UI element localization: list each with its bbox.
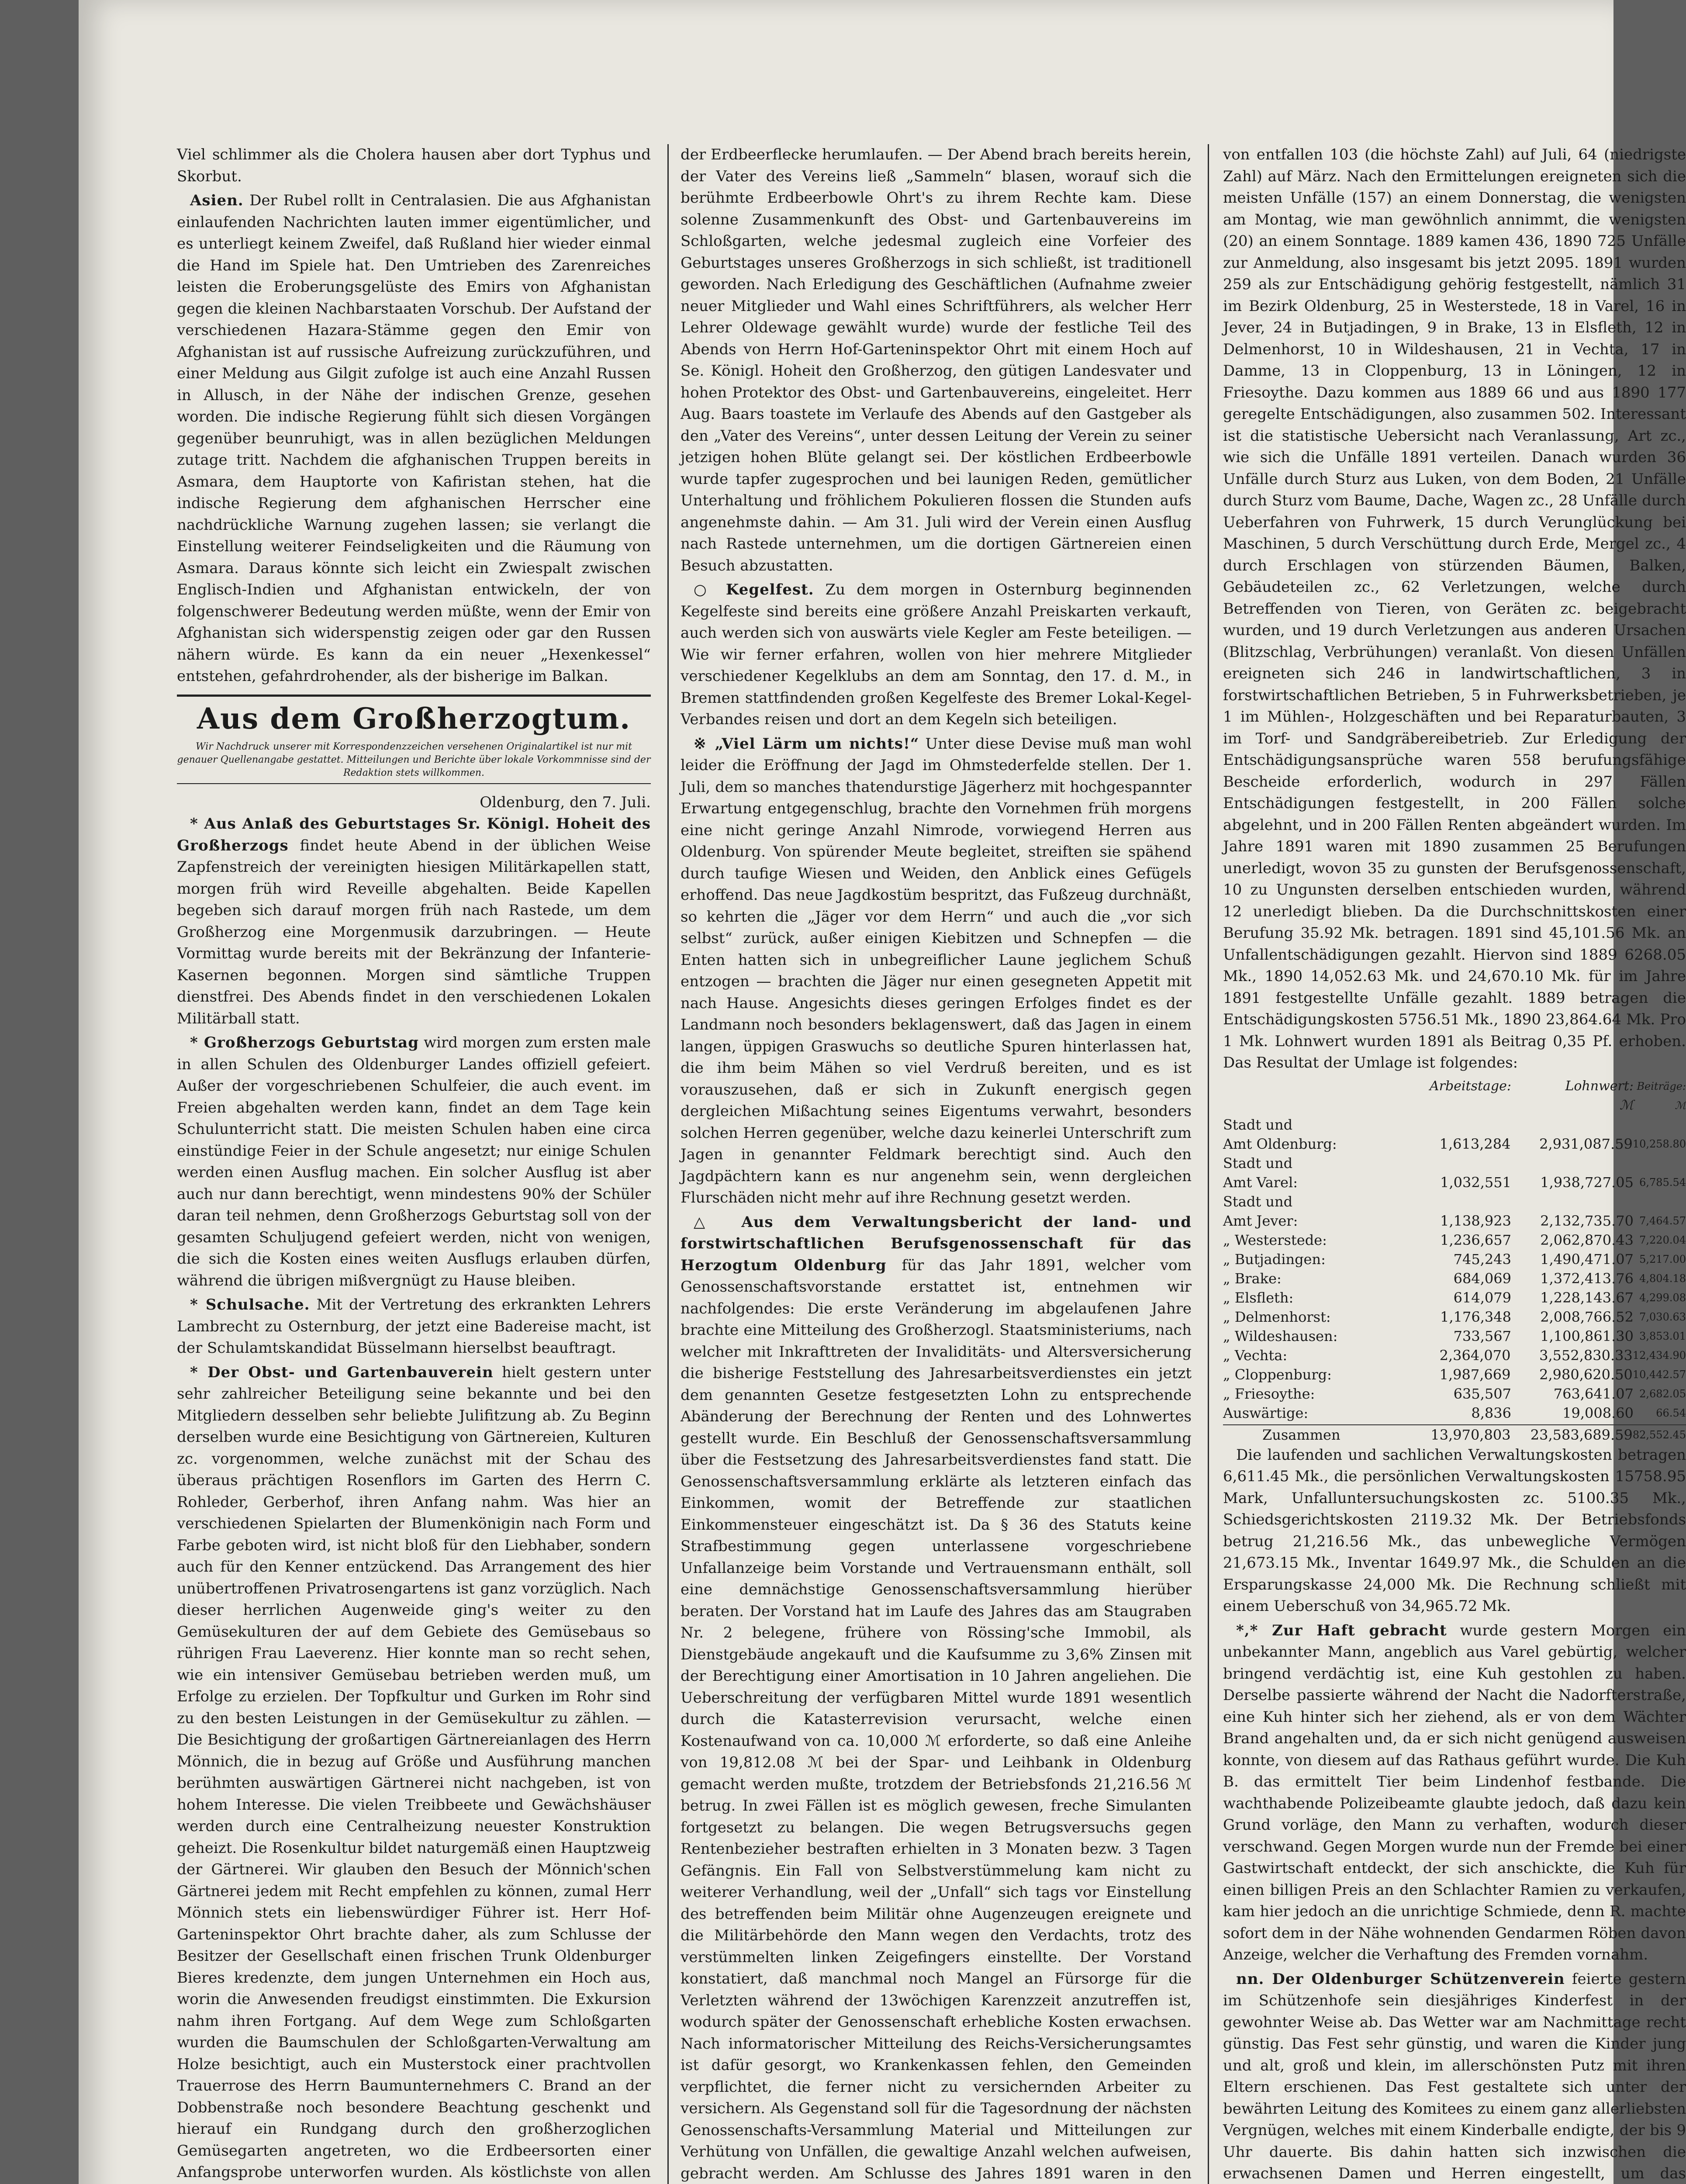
- table-cell: [1511, 1115, 1634, 1134]
- table-header-cell: [1223, 1077, 1406, 1096]
- table-cell: 12,434.90: [1632, 1349, 1686, 1362]
- table-row: [1223, 1173, 1686, 1192]
- table-row: [1223, 1403, 1686, 1423]
- table-header-cell: ℳ: [1619, 1097, 1634, 1113]
- table-row: [1223, 1134, 1686, 1154]
- table-cell: [1634, 1192, 1686, 1211]
- table-cell: [1634, 1115, 1686, 1134]
- table-cell: „ Westerstede:: [1223, 1231, 1327, 1248]
- table-cell: 4,299.08: [1639, 1291, 1686, 1304]
- article-heading: *‚* Zur Haft gebracht: [1236, 1621, 1447, 1639]
- article-heading: △ Aus dem Verwaltungsbericht der land- und forstwirtschaftlichen Berufsgenossenschaft für das Herzogtum Oldenburg: [681, 1213, 1192, 1274]
- table-cell: Zusammen: [1262, 1426, 1341, 1443]
- table-header-cell: [1223, 1096, 1406, 1115]
- table-row: [1223, 1346, 1686, 1365]
- table-row: [1223, 1384, 1686, 1403]
- column-2: [681, 144, 1192, 2184]
- article-text: für das Jahr 1891, welcher vom Genossenschaftsvorstande erstattet ist, entnehmen wir nachfolgendes: Die erste Veränderung im abgelaufenen Jahre brachte eine Mitteilung des Großherzogl. Staatsministeriums, nach welcher mit Inkrafttreten der Invaliditäts- und Altersversicherung die bisherige Feststellung des Jahresarbeitsverdienstes ein jetzt dem genannten Gesetze festgesetzten Lohn zu entsprechende Abänderung der Berechnung der Renten und des Lohnwertes gestellt wurde. Ein Beschluß der Genossenschaftsversammlung über die Festsetzung des Jahresarbeitsverdienstes fand statt. Die Genossenschaftsversammlung erklärte als letzteren einfach das Einkommen, womit der Betreffende zur staatlichen Einkommensteuer eingeschätzt ist. Da § 36 des Statuts keine Strafbestimmung gegen unterlassene vorgeschriebene Unfallanzeige beim Vorstande und Vertrauensmann enthält, soll eine demnächstige Genossenschaftsversammlung hierüber beraten. Der Vorstand hat im Laufe des Jahres das am Staugraben Nr. 2 belegene, frühere von Rössing'sche Immobil, als Dienstgebäude angekauft und die Kaufsumme zu 3,6% Zinsen mit der Berechtigung einer Amortisation in 10 Jahren angeliehen. Die Ueberschreitung der verfügbaren Mittel wurde 1891 wesentlich durch die Katasterrevision verursacht, welche einen Kostenaufwand von ca. 10,000 ℳ erforderte, so daß eine Anleihe von 19,812.08 ℳ bei der Spar- und Leihbank in Oldenburg gemacht werden mußte, trotzdem der Betriebsfonds 21,216.56 ℳ betrug. In zwei Fällen ist es möglich gewesen, freche Simulanten fortgesetzt zu belangen. Die wegen Betrugsversuchs gegen Rentenbezieher bestraften erhielten in 3 Monaten bezw. 3 Tagen Gefängnis. Ein Fall von Selbstverstümmelung kam nicht zu weiterer Verhandlung, weil der „Unfall“ sich tags vor Einstellung des betreffenden beim Militär ohne Augenzeugen ereignete und die Militärbehörde den Mann wegen den Verdachts, trotz des verstümmelten linken Zeigefingers einstellte. Der Vorstand konstatiert, daß manchmal noch Mangel an Fürsorge für die Verletzten während der 13wöchigen Karenzzeit anzutreffen ist, wodurch später der Genossenschaft erhebliche Kosten erwachsen. Nach informatorischer Mitteilung des Reichs-Versicherungsamtes ist dafür gesorgt, wo Krankenkassen fehlen, den Gemeinden verpflichtet, die ferner nicht zu versichernden Arbeiter zu versichern. Als Gegenstand soll für die Tagesordnung der nächsten Genossenschafts-Versammlung Material und Mitteilungen zur Verhütung von Unfällen, die gewaltige Anzahl welchen aufweisen, gebracht werden. Am Schlusse des Jahres 1891 waren in den: [681, 1256, 1192, 2182]
- table-cell: 635,507: [1453, 1385, 1511, 1402]
- article-text: Zu dem morgen in Osternburg beginnenden Kegelfeste sind bereits eine größere Anzahl Preiskarten verkauft, auch werden sich von auswärts viele Kegler am Feste beteiligen. — Wie wir ferner erfahren, wollen von hier mehrere Mitglieder verschiedener Kegelklubs an dem am Sonntag, den 17. d. M., in Bremen stattfindenden großen Kegelfeste des Bremer Lokal-Kegel-Verbandes reisen und dort an dem Kegeln sich beteiligen.: [681, 581, 1192, 728]
- table-row: [1223, 1365, 1686, 1384]
- table-cell: 8,836: [1471, 1404, 1511, 1421]
- article-heading: Asien.: [190, 192, 244, 209]
- table-cell: Auswärtige:: [1223, 1404, 1309, 1421]
- table-row: [1223, 1250, 1686, 1269]
- table-cell: 1,032,551: [1440, 1174, 1511, 1191]
- table-row: [1223, 1307, 1686, 1327]
- article-obstbauverein: [177, 1362, 651, 2184]
- article-heading: * Schulsache.: [190, 1296, 310, 1313]
- table-cell: 3,853.01: [1639, 1330, 1686, 1342]
- table-cell: 2,008,766.52: [1540, 1308, 1634, 1325]
- dateline: Oldenburg, den 7. Juli.: [480, 793, 651, 811]
- table-cell: 7,464.57: [1639, 1214, 1686, 1227]
- article-haft: [1223, 1620, 1686, 1966]
- table-cell: [1406, 1115, 1511, 1134]
- table-cell: [1511, 1154, 1634, 1173]
- table-cell: 82,552.45: [1632, 1428, 1686, 1441]
- paragraph: von entfallen 103 (die höchste Zahl) auf Juli, 64 (niedrigste Zahl) auf März. Nach den Ermittelungen ereigneten sich die meisten Unfälle (157) an einem Donnerstag, die wenigsten am Montag, wie man gewöhnlich annimmt, die wenigsten (20) an einem Sonntage. 1889 kamen 436, 1890 725 Unfälle zur Anmeldung, also insgesamt bis jetzt 2095. 1891 wurden 259 als zur Entschädigung gehörig festgestellt, nämlich 31 im Bezirk Oldenburg, 25 in Westerstede, 18 in Varel, 16 in Jever, 24 in Butjadingen, 9 in Brake, 13 in Elsfleth, 12 in Delmenhorst, 10 in Wildeshausen, 21 in Vechta, 17 in Damme, 13 in Cloppenburg, 13 in Löningen, 12 in Friesoythe. Dazu kommen aus 1889 66 und aus 1890 177 geregelte Entschädigungen, also zusammen 502. Interessant ist die statistische Uebersicht nach Veranlassung, Art zc., wie sich die Unfälle 1891 verteilen. Danach wurden 36 Unfälle durch Sturz aus Luken, von dem Boden, 21 Unfälle durch Sturz vom Baume, Dache, Wagen zc., 28 Unfälle durch Ueberfahren von Fuhrwerk, 15 durch Verunglückung bei Maschinen, 5 durch Verschüttung durch Erde, Mergel zc., 4 durch Erschlagen von stürzenden Bäumen, Balken, Gebäudeteilen zc., 62 Verletzungen, welche durch Betreffenden von Tieren, von Geräten zc. beigebracht wurden, und 19 durch Verletzungen aus anderen Ursachen (Blitzschlag, Verbrühungen) veranlaßt. Von diesen Unfällen ereigneten sich 246 in landwirtschaftlichen, 3 in forstwirtschaftlichen Betrieben, 5 in Fuhrwerksbetrieben, je 1 im Mühlen-, Holzgeschäften und bei Reparaturbauten, 3 im Torf- und Sandgräbereibetrieb. Zur Erledigung der Entschädigungsansprüche waren 558 berufungsfähige Bescheide erforderlich, wodurch in 297 Fällen Entschädigungen festgestellt, in 200 Fällen solche abgelehnt, und in 200 Fällen Renten abgeändert wurden. Im Jahre 1891 waren mit 1890 zusammen 25 Berufungen unerledigt, wovon 35 zu gunsten der Berufsgenossenschaft, 10 zu Ungunsten derselben entschieden wurden, während 12 unerledigt blieben. Da die Durchschnittskosten einer Berufung 35.92 Mk. betragen. 1891 sind 45,101.56 Mk. an Unfallentschädigungen gezahlt. Hiervon sind 1889 6268.05 Mk., 1890 14,052.63 Mk. und 24,670.10 Mk. für im Jahre 1891 festgestellte Unfälle gezahlt. 1889 betragen die Entschädigungskosten 5756.51 Mk., 1890 23,864.64 Mk. Pro 1 Mk. Lohnwert wurden 1891 als Beitrag 0,35 Pf. erhoben. Das Resultat der Umlage ist folgendes:: [1223, 146, 1686, 1071]
- table-cell: Amt Varel:: [1223, 1174, 1298, 1191]
- table-row: [1223, 1269, 1686, 1288]
- table-cell: 7,220.04: [1639, 1234, 1686, 1246]
- table-cell: 5,217.00: [1639, 1253, 1686, 1265]
- table-body: [1223, 1115, 1686, 1423]
- table-header-cell: [1406, 1096, 1511, 1115]
- article-text: feierte gestern im Schützenhofe sein diesjähriges Kinderfest in der gewohnter Weise ab. Das Wetter war am Nachmittage recht günstig. Das Fest sehr günstig, und waren die Kinder jung und alt, groß und klein, im allerschönsten Putz mit ihren Eltern erschienen. Das Fest gestaltete sich unter der bewährten Leitung des Komitees zu einem ganz allerliebsten Vergnügen, welches mit einem Kinderballe endigte, der bis 9 Uhr dauerte. Bis dahin hatten sich inzwischen die erwachsenen Damen und Herren eingestellt, um das: [1223, 1970, 1686, 2182]
- table-cell: [1634, 1154, 1686, 1173]
- statistics-table: [1223, 1077, 1686, 1444]
- paragraph: der Erdbeerflecke herumlaufen. — Der Abend brach bereits herein, der Vater des Vereins ließ „Sammeln“ blasen, worauf sich die berühmte Erdbeerbowle Ohrt's zu ihrem Rechte kam. Diese solenne Zusammenkunft des Obst- und Gartenbauvereins im Schloßgarten, welche jedesmal zugleich eine Vorfeier des Geburtstages unseres Großherzogs in sich schließt, ist traditionell geworden. Nach Erledigung des Geschäftlichen (Aufnahme zweier neuer Mitglieder und Wahl eines Schriftführers, als welcher Herr Lehrer Oldewage gewählt wurde) wurde der festliche Teil des Abends von Herrn Hof-Garteninspektor Ohrt mit einem Hoch auf Se. Königl. Hoheit den Großherzog, den gütigen Landesvater und hohen Protektor des Obst- und Gartenbauvereins, eingeleitet. Herr Aug. Baars toastete im Verlaufe des Abends auf den Gastgeber als den „Vater des Vereins“, unter dessen Leitung der Verein zu seiner jetzigen hohen Blüte gelangt sei. Der köstlichen Erdbeerbowle wurde tapfer zugesprochen und bei launigen Reden, gemütlicher Unterhaltung und fröhlichem Pokulieren flossen die Stunden aufs angenehmste dahin. — Am 31. Juli wird der Verein einen Ausflug nach Rastede unternehmen, um die dortigen Gärtnereien einen Besuch abzustatten.: [681, 146, 1192, 574]
- table-cell: Stadt und: [1223, 1154, 1293, 1171]
- section-title: Aus dem Großherzogtum.: [197, 701, 631, 736]
- table-row: [1223, 1154, 1686, 1173]
- article-text: hielt gestern unter sehr zahlreicher Beteiligung seine bekannte und bei den Mitgliedern desselben sehr beliebte Julifitzung ab. Zu Beginn derselben wurde eine Besichtigung von Gärtnereien, Kulturen zc. vorgenommen, welche zunächst mit der Schau des überaus prächtigen Rosenflors im Garten des Herrn C. Rohleder, Gerberhof, ihren Anfang nahm. Was hier an verschiedenen Spielarten der Blumenkönigin nach Form und Farbe geboten wird, ist nicht bloß für den Liebhaber, sondern auch für den Kenner entzückend. Das Arrangement des hier unübertroffenen Privatrosengartens ist ganz vorzüglich. Nach dieser herrlichen Augenweide ging's weiter zu den Gemüsekulturen der auf dem Gebiete des Gemüsebaus so rührigen Frau Laeverenz. Hier konnte man so recht sehen, wie ein intensiver Gemüsebau betrieben werden muß, um Erfolge zu erzielen. Der Topfkultur und Gurken im Rohr sind zu den besten Leistungen in der Gemüsekultur zu zählen. — Die Besichtigung der großartigen Gärtnereianlagen des Herrn Mönnich, die in bezug auf Größe und Ausführung manchen berühmten auswärtigen Gärtnerei nicht nachgeben, ist von hohem Interesse. Die vielen Treibbeete und Gewächshäuser werden durch eine Centralheizung neuester Konstruktion geheizt. Die Rosenkultur bildet naturgemäß einen Hauptzweig der Gärtnerei. Wir glauben den Besuch der Mönnich'schen Gärtnerei jedem mit Recht empfehlen zu können, zumal Herr Mönnich stets ein liebenswürdiger Führer ist. Herr Hof-Garteninspektor Ohrt brachte daher, als zum Schlusse der Besitzer der Gesellschaft einen frischen Trunk Oldenburger Bieres kredenzte, dem jungen Unternehmen ein Hoch aus, worin die Anwesenden freudigst einstimmten. Die Exkursion nahm ihren Fortgang. Auf dem Wege zum Schloßgarten wurden die Baumschulen der Schloßgarten-Verwaltung am Holze besichtigt, auch ein Musterstock einer prachtvollen Trauerrose des Herrn Baumunternehmers C. Brand an der Dobbenstraße noch besondere Beachtung geschenkt und hierauf ein Rundgang durch den großherzoglichen Gemüsegarten angetreten, wo die Erdbeersorten einer Anfangsprobe unterworfen wurden. Als köstlichste von allen: [177, 1363, 651, 2181]
- table-cell: 684,069: [1453, 1270, 1511, 1287]
- table-cell: 1,100,861.30: [1540, 1327, 1634, 1344]
- article-heading: nn. Der Oldenburger Schützenverein: [1236, 1970, 1565, 1988]
- newspaper-page: [79, 0, 1686, 2184]
- table-cell: 10,442.57: [1632, 1368, 1686, 1381]
- table-total-row: [1223, 1424, 1686, 1444]
- table-cell: 1,938,727.05: [1540, 1174, 1634, 1191]
- table-cell: „ Delmenhorst:: [1223, 1308, 1331, 1325]
- article-asien: [177, 190, 651, 688]
- table-row: [1223, 1192, 1686, 1211]
- table-cell: 745,243: [1453, 1251, 1511, 1268]
- table-cell: 614,079: [1453, 1289, 1511, 1306]
- article-heading: * Aus Anlaß des Geburtstages Sr. Königl. Hoheit des Großherzogs: [177, 815, 651, 854]
- table-cell: „ Wildeshausen:: [1223, 1327, 1338, 1344]
- table-cell: 1,228,143.67: [1540, 1289, 1634, 1306]
- table-cell: 1,236,657: [1440, 1231, 1511, 1248]
- table-cell: „ Friesoythe:: [1223, 1385, 1315, 1402]
- section-rule: [177, 695, 651, 697]
- article-text: findet heute Abend in der üblichen Weise Zapfenstreich der vereinigten hiesigen Militärkapellen statt, morgen früh wird Reveille abgehalten. Beide Kapellen begeben sich darauf morgen früh nach Rastede, um dem Großherzog eine Morgenmusik darzubringen. — Heute Vormittag wurde bereits mit der Bekränzung der Infanterie-Kasernen begonnen. Morgen sind sämtliche Truppen dienstfrei. Des Abends findet in den verschiedenen Lokalen Militärball statt.: [177, 836, 651, 1027]
- table-cell: 1,987,669: [1439, 1366, 1511, 1383]
- table-cell: 2,682.05: [1639, 1387, 1686, 1400]
- table-row: [1223, 1230, 1686, 1250]
- table-row: [1223, 1211, 1686, 1230]
- table-cell: Amt Oldenburg:: [1223, 1135, 1337, 1152]
- table-row: [1223, 1327, 1686, 1346]
- table-cell: Stadt und: [1223, 1116, 1293, 1133]
- table-cell: 3,552,830.33: [1539, 1347, 1633, 1364]
- article-heading: ※ „Viel Lärm um nichts!“: [694, 735, 919, 753]
- table-cell: 4,804.18: [1639, 1272, 1686, 1285]
- table-cell: 2,980,620.50: [1539, 1366, 1633, 1383]
- column-3: [1223, 144, 1686, 2184]
- table-cell: 1,176,348: [1440, 1308, 1511, 1325]
- column-1: [177, 144, 651, 2184]
- table-header-cell: Arbeitstage:: [1429, 1078, 1511, 1094]
- table-cell: Amt Jever:: [1223, 1212, 1298, 1229]
- table-cell: 13,970,803: [1430, 1426, 1511, 1443]
- table-cell: „ Elsfleth:: [1223, 1289, 1294, 1306]
- article-verwaltungsbericht: [681, 1212, 1192, 2184]
- table-cell: „ Vechta:: [1223, 1347, 1288, 1364]
- section-rule: [177, 783, 651, 784]
- table-cell: Stadt und: [1223, 1193, 1293, 1210]
- table-cell: „ Brake:: [1223, 1270, 1282, 1287]
- section-note: Wir Nachdruck unserer mit Korrespondenzzeichen versehenen Originalartikel ist nur mit genauer Quellenangabe gestattet. Mitteilungen und Berichte über lokale Vorkommnisse sind der Redaktion stets willkommen.: [177, 741, 651, 778]
- table-cell: [1406, 1154, 1511, 1173]
- table-cell: 1,490,471.07: [1540, 1251, 1634, 1268]
- table-cell: 1,613,284: [1439, 1135, 1511, 1152]
- column-divider: [1208, 144, 1209, 2184]
- article-schulsache: [177, 1294, 651, 1359]
- table-unit-row: [1223, 1096, 1686, 1115]
- article-viel-laerm: [681, 733, 1192, 1209]
- table-cell: 7,030.63: [1639, 1310, 1686, 1323]
- table-header-cell: ℳ: [1675, 1099, 1686, 1112]
- paragraph: Viel schlimmer als die Cholera hausen aber dort Typhus und Skorbut.: [177, 146, 651, 185]
- article-kegelfest: [681, 579, 1192, 731]
- paragraph: Die laufenden und sachlichen Verwaltungskosten betragen 6,611.45 Mk., die persönlichen Verwaltungskosten 15758.95 Mark, Unfalluntersuchungskosten zc. 5100.35 Mk., Schiedsgerichtskosten 2119.32 Mk. Der Betriebsfonds betrug 21,216.56 Mk., das unbewegliche Vermögen 21,673.15 Mk., Inventar 1649.97 Mk., die Schulden an die Ersparungskasse 24,000 Mk. Die Rechnung schließt mit einem Ueberschuß von 34,965.72 Mk.: [1223, 1446, 1686, 1615]
- table-cell: 1,372,413.76: [1540, 1270, 1634, 1287]
- table-header-cell: Beiträge:: [1637, 1080, 1686, 1092]
- table-row: [1223, 1115, 1686, 1134]
- article-text: Unter diese Devise muß man wohl leider die Eröffnung der Jagd im Ohmstederfelde stellen. Der 1. Juli, dem so manches thatendurstige Jägerherz mit hochgespannter Erwartung entgegenschlug, brachte den Vornehmen früh morgens eine nicht geringe Anzahl Nimrode, vorwiegend Herren aus Oldenburg. Von spürender Meute begleitet, streiften sie spähend durch taufige Wiesen und Weiden, den Anblick eines Gefügels erhoffend. Das neue Jagdkostüm bespritzt, das Fußzeug durchnäßt, so kehrten die „Jäger vor dem Herrn“ und auch die „vor sich selbst“ zurück, außer einigen Kiebitzen und Schnepfen — die Enten hatten sich in unbegreiflicher Laune jeglichem Schuß entzogen — brachten die Jäger nur einen gesegneten Appetit mit nach Hause. Angesichts dieses geringen Erfolges findet es der Landmann noch besonders beklagenswert, daß das Jagen in einem langen, üppigen Graswuchs so deutliche Spuren hinterlassen hat, die ihm beim Mähen so viel Verdruß bereiten, und es ist vorauszusehen, daß er sich in Zukunft energisch gegen dergleichen Mißachtung seines Eigentums verwahrt, besonders solchen Herren gegenüber, welche dazu keinerlei Unterschrift zum Jagen in genannter Feldmark berechtigt sind. Auch den Jagdpächtern kann es nur angenehm sein, wenn dergleichen Flurschäden nicht mehr auf ihre Rechnung gesetzt werden.: [681, 735, 1192, 1206]
- table-header-cell: Lohnwert:: [1565, 1078, 1634, 1094]
- table-header: [1223, 1077, 1686, 1096]
- article-grossherzogs-geburtstag: [177, 1032, 651, 1292]
- article-geburtstag: [177, 813, 651, 1030]
- table-cell: 10,258.80: [1632, 1137, 1686, 1150]
- article-text: Der Rubel rollt in Centralasien. Die aus Afghanistan einlaufenden Nachrichten lauten immer eigentümlicher, und es unterliegt keinem Zweifel, daß Rußland hier wieder einmal die Hand im Spiele hat. Den Umtrieben des Zarenreiches leisten die Eroberungsgelüste des Emirs von Afghanistan gegen die kleinen Nachbarstaaten Vorschub. Der Aufstand der verschiedenen Hazara-Stämme gegen den Emir von Afghanistan ist auf russische Aufreizung zurückzuführen, und einer Meldung aus Gilgit zufolge ist auch eine Anzahl Russen in Allusch, in der Nähe der indischen Grenze, gesehen worden. Die indische Regierung fühlt sich diesen Vorgängen gegenüber beunruhigt, was in allen bezüglichen Meldungen zutage tritt. Nachdem die afghanischen Truppen bereits in Asmara, dem Hauptorte von Kafiristan stehen, hat die indische Regierung dem afghanischen Herrscher eine nachdrückliche Warnung zugehen lassen; sie verlangt die Einstellung weiterer Feindseligkeiten und die Räumung von Asmara. Daraus könnte sich leicht ein Zwiespalt zwischen Englisch-Indien und Afghanistan entwickeln, der von folgenschwerer Bedeutung werden müßte, wenn der Emir von Afghanistan sich widerspenstig zeigen oder gar den Russen nähern würde. Es kann da ein neuer „Hexenkessel“ entstehen, gefahrdrohender, als der bisherige im Balkan.: [177, 192, 651, 685]
- article-schuetzenverein: [1223, 1969, 1686, 2184]
- table-cell: 19,008.60: [1562, 1404, 1634, 1421]
- table-cell: [1511, 1192, 1634, 1211]
- table-cell: „ Butjadingen:: [1223, 1251, 1326, 1268]
- article-text: Mit der Vertretung des erkrankten Lehrers Lambrecht zu Osternburg, der jetzt eine Badereise macht, ist der Schulamtskandidat Büsselmann hierselbst beauftragt.: [177, 1296, 651, 1357]
- table-cell: „ Cloppenburg:: [1223, 1366, 1332, 1383]
- table-cell: 2,062,870.43: [1540, 1231, 1634, 1248]
- table-cell: 6,785.54: [1639, 1176, 1686, 1189]
- table-cell: 66.54: [1656, 1406, 1686, 1419]
- table-cell: 1,138,923: [1440, 1212, 1511, 1229]
- table-cell: 2,364,070: [1439, 1347, 1511, 1364]
- table-cell: 2,931,087.59: [1539, 1135, 1633, 1152]
- article-text: wurde gestern Morgen ein unbekannter Mann, angeblich aus Varel gebürtig, welcher bringend verdächtig ist, eine Kuh gestohlen zu haben. Derselbe passierte während der Nacht die Nadorfterstraße, eine Kuh hinter sich her ziehend, als er von dem Wächter Brand angehalten und, da er sich nicht genügend ausweisen konnte, von diesem auf das Rathaus geführt wurde. Die Kuh B. das ermittelt Tier beim Lindenhof festbande. Die wachthabende Polizeibeamte glaubte jedoch, daß dazu kein Grund vorläge, den Mann zu verhaften, wodurch dieser verschwand. Gegen Morgen wurde nun der Fremde bei einer Gastwirtschaft entdeckt, der sich anschickte, die Kuh für einen billigen Preis an den Schlachter Ramien zu verkaufen, kam hier jedoch an die unrichtige Schmiede, denn R. machte sofort dem in der Nähe wohnenden Gendarmen Röben davon Anzeige, welcher die Verhaftung des Fremden vornahm.: [1223, 1621, 1686, 1963]
- table-cell: 763,641.07: [1553, 1385, 1634, 1402]
- table-cell: 2,132,735.70: [1540, 1212, 1634, 1229]
- column-divider: [667, 144, 669, 2184]
- article-heading: ○ Kegelfest.: [694, 581, 814, 598]
- article-text: wird morgen zum ersten male in allen Schulen des Oldenburger Landes offiziell gefeiert. Außer der vorgeschriebenen Schulfeier, die auch event. im Freien abgehalten werden kann, findet an dem Tage kein Schulunterricht statt. Die meisten Schulen haben eine circa einstündige Feier in der Schule angesetzt; nur einige Schulen werden einen Ausflug machen. Ein solcher Ausflug ist aber auch nur dann berechtigt, wenn mindestens 90% der Schüler daran teil nehmen, denn Großherzogs Geburtstag soll von der gesamten Schuljugend gefeiert werden, nicht von wenigen, die sich die Kosten eines weiten Ausflugs erlauben dürfen, während die übrigen mißvergnügt zu Hause bleiben.: [177, 1034, 651, 1289]
- table-cell: 733,567: [1453, 1327, 1511, 1344]
- table-cell: 23,583,689.59: [1530, 1426, 1633, 1443]
- article-heading: * Großherzogs Geburtstag: [190, 1034, 419, 1051]
- article-heading: * Der Obst- und Gartenbauverein: [190, 1363, 494, 1381]
- table-cell: [1406, 1192, 1511, 1211]
- table-row: [1223, 1288, 1686, 1307]
